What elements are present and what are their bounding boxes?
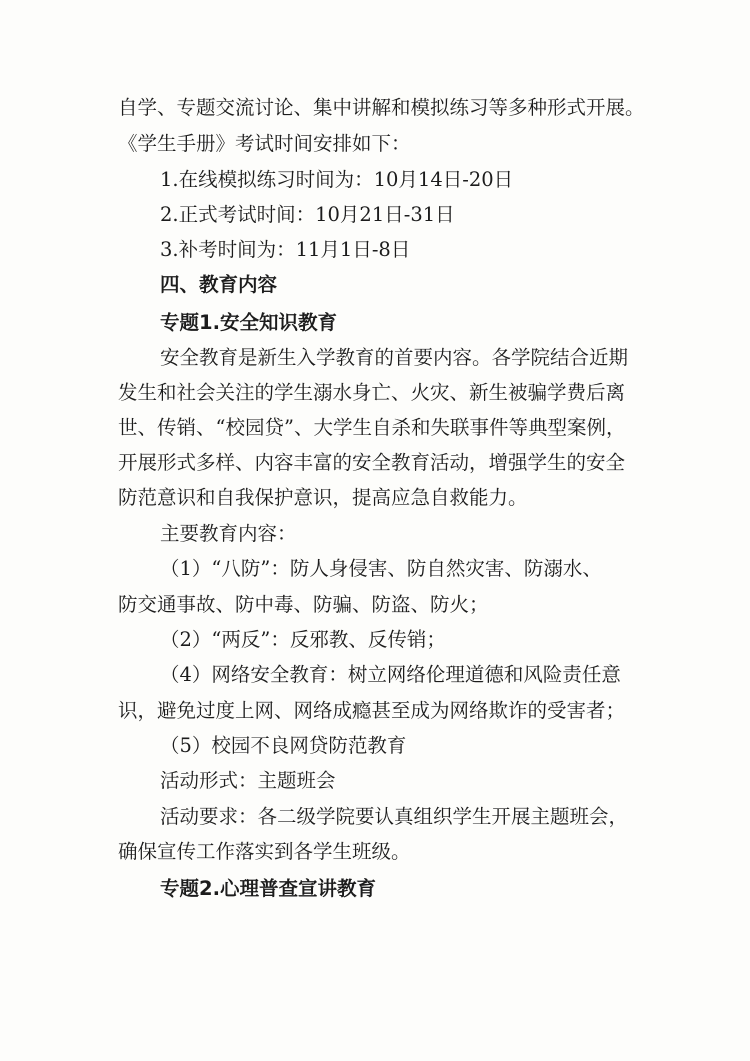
paragraph-line: 自学、专题交流讨论、集中讲解和模拟练习等多种形式开展。 [118,96,645,119]
paragraph-line: 安全教育是新生入学教育的首要内容。各学院结合近期 [160,346,629,369]
list-item-2: （2）“两反”：反邪教、反传销； [160,628,446,651]
paragraph-line: 发生和社会关注的学生溺水身亡、火灾、新生被骗学费后离 [118,381,626,404]
schedule-item-2: 2.正式考试时间：10月21日-31日 [160,203,455,226]
activity-requirement-cont: 确保宣传工作落实到各学生班级。 [118,840,411,863]
topic-2-heading: 专题2.心理普查宣讲教育 [160,877,376,900]
list-item-1: （1）“八防”：防人身侵害、防自然灾害、防溺水、 [160,557,602,580]
content-label: 主要教育内容： [160,522,297,545]
list-item-4: （4）网络安全教育：树立网络伦理道德和风险责任意 [160,663,621,686]
paragraph-line: 世、传销、“校园贷”、大学生自杀和失联事件等典型案例， [118,416,626,439]
exam-schedule-intro: 《学生手册》考试时间安排如下： [118,132,411,155]
list-item-4-cont: 识，避免过度上网、网络成瘾甚至成为网络欺诈的受害者； [118,699,626,722]
activity-requirement: 活动要求：各二级学院要认真组织学生开展主题班会， [160,805,629,828]
paragraph-line: 防范意识和自我保护意识，提高应急自救能力。 [118,486,528,509]
activity-form: 活动形式：主题班会 [160,769,336,792]
section-heading: 四、教育内容 [160,273,278,296]
paragraph-line: 开展形式多样、内容丰富的安全教育活动，增强学生的安全 [118,451,626,474]
topic-1-heading: 专题1.安全知识教育 [160,311,337,334]
schedule-item-3: 3.补考时间为：11月1日-8日 [160,238,411,261]
list-item-5: （5）校园不良网贷防范教育 [160,734,407,757]
schedule-item-1: 1.在线模拟练习时间为：10月14日-20日 [160,168,514,191]
list-item-1-cont: 防交通事故、防中毒、防骗、防盗、防火； [118,593,489,616]
